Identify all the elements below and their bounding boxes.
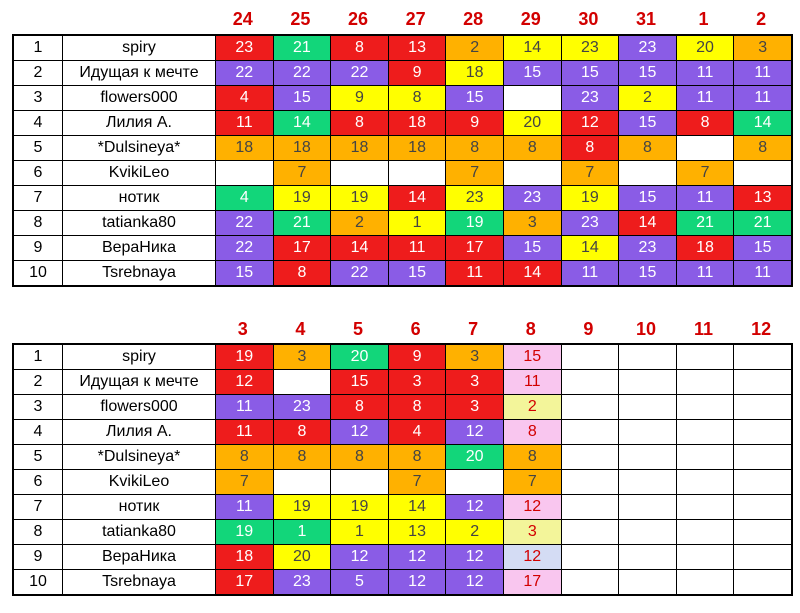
score-cell — [561, 570, 619, 596]
score-cell — [676, 136, 734, 161]
score-cell: 14 — [734, 111, 792, 136]
score-cell: 19 — [446, 211, 504, 236]
score-cell: 7 — [216, 470, 274, 495]
score-cell — [676, 420, 734, 445]
score-cell — [561, 495, 619, 520]
rank-number: 1 — [13, 35, 63, 61]
score-cell: 1 — [273, 520, 331, 545]
score-cell: 19 — [561, 186, 619, 211]
day-header-2 — [214, 318, 790, 340]
participant-name: spiry — [63, 35, 216, 61]
score-cell — [734, 370, 792, 395]
score-cell: 19 — [216, 344, 274, 370]
day-label: 5 — [352, 319, 363, 339]
score-cell — [619, 470, 677, 495]
score-cell: 14 — [388, 186, 446, 211]
score-cell: 3 — [446, 344, 504, 370]
score-cell: 8 — [503, 136, 561, 161]
score-cell — [619, 161, 677, 186]
score-cell: 18 — [446, 61, 504, 86]
score-cell: 15 — [503, 61, 561, 86]
score-cell — [273, 370, 331, 395]
score-cell: 11 — [446, 261, 504, 287]
score-cell: 18 — [273, 136, 331, 161]
score-cell: 8 — [388, 395, 446, 420]
rank-number: 9 — [13, 545, 63, 570]
score-cell: 21 — [676, 211, 734, 236]
score-cell: 8 — [273, 445, 331, 470]
participant-name: нотик — [63, 495, 216, 520]
participant-name: Идущая к мечте — [63, 370, 216, 395]
score-cell: 18 — [676, 236, 734, 261]
score-cell: 3 — [388, 370, 446, 395]
score-cell: 11 — [676, 186, 734, 211]
score-cell — [561, 344, 619, 370]
score-cell: 9 — [331, 86, 389, 111]
day-label: 29 — [520, 9, 541, 29]
score-cell: 4 — [216, 186, 274, 211]
score-cell: 13 — [388, 35, 446, 61]
table-row — [13, 111, 792, 136]
participant-name: KvikiLeo — [63, 161, 216, 186]
score-cell — [446, 470, 504, 495]
score-cell — [561, 395, 619, 420]
table-row — [13, 161, 792, 186]
participant-name: Идущая к мечте — [63, 61, 216, 86]
score-cell — [331, 470, 389, 495]
rank-number: 4 — [13, 420, 63, 445]
score-cell: 7 — [388, 470, 446, 495]
score-cell: 1 — [388, 211, 446, 236]
score-cell — [561, 520, 619, 545]
participant-name: flowers000 — [63, 86, 216, 111]
score-cell: 7 — [561, 161, 619, 186]
score-cell — [676, 395, 734, 420]
score-cell: 13 — [388, 520, 446, 545]
score-cell: 7 — [503, 470, 561, 495]
score-cell: 11 — [388, 236, 446, 261]
table-row — [13, 344, 792, 370]
participant-name: KvikiLeo — [63, 470, 216, 495]
score-cell: 9 — [388, 61, 446, 86]
rank-number: 5 — [13, 445, 63, 470]
score-cell: 17 — [503, 570, 561, 596]
score-cell: 8 — [619, 136, 677, 161]
score-cell: 2 — [446, 520, 504, 545]
score-cell — [734, 545, 792, 570]
score-cell: 17 — [273, 236, 331, 261]
score-cell: 11 — [676, 86, 734, 111]
score-cell: 23 — [619, 236, 677, 261]
score-cell — [619, 520, 677, 545]
score-cell: 8 — [331, 35, 389, 61]
score-cell: 8 — [388, 445, 446, 470]
score-cell: 12 — [446, 420, 504, 445]
score-cell — [331, 161, 389, 186]
score-cell: 12 — [216, 370, 274, 395]
participant-name: *Dulsineya* — [63, 445, 216, 470]
ranking-table-1 — [12, 34, 793, 287]
table-row — [13, 445, 792, 470]
score-cell: 11 — [216, 495, 274, 520]
rank-number: 5 — [13, 136, 63, 161]
day-label: 2 — [756, 9, 767, 29]
day-label: 1 — [698, 9, 709, 29]
day-label: 3 — [237, 319, 248, 339]
table-row — [13, 211, 792, 236]
score-cell: 5 — [331, 570, 389, 596]
score-cell: 20 — [503, 111, 561, 136]
score-cell: 12 — [503, 495, 561, 520]
score-cell: 4 — [388, 420, 446, 445]
score-cell — [734, 570, 792, 596]
score-cell: 19 — [273, 186, 331, 211]
score-cell: 11 — [503, 370, 561, 395]
score-cell: 15 — [619, 261, 677, 287]
score-cell: 7 — [273, 161, 331, 186]
score-cell: 23 — [273, 570, 331, 596]
rank-number: 3 — [13, 395, 63, 420]
score-cell — [619, 570, 677, 596]
score-cell: 14 — [561, 236, 619, 261]
rank-number: 8 — [13, 520, 63, 545]
rank-number: 8 — [13, 211, 63, 236]
table-row — [13, 186, 792, 211]
score-cell: 4 — [216, 86, 274, 111]
score-cell: 21 — [273, 35, 331, 61]
score-cell: 11 — [734, 261, 792, 287]
score-cell: 22 — [273, 61, 331, 86]
participant-name: ВераНика — [63, 236, 216, 261]
score-cell — [734, 445, 792, 470]
score-cell: 12 — [446, 545, 504, 570]
score-cell: 22 — [216, 211, 274, 236]
score-cell: 8 — [273, 420, 331, 445]
score-cell: 22 — [216, 236, 274, 261]
day-label: 26 — [347, 9, 368, 29]
table-row — [13, 495, 792, 520]
score-cell — [734, 344, 792, 370]
day-label: 8 — [525, 319, 536, 339]
score-cell: 23 — [561, 211, 619, 236]
score-cell: 3 — [273, 344, 331, 370]
score-cell: 11 — [216, 111, 274, 136]
day-label: 10 — [635, 319, 656, 339]
participant-name: Лилия А. — [63, 111, 216, 136]
rank-number: 1 — [13, 344, 63, 370]
day-label: 25 — [290, 9, 311, 29]
rank-number: 7 — [13, 495, 63, 520]
score-cell: 20 — [446, 445, 504, 470]
score-cell: 12 — [446, 495, 504, 520]
day-label: 7 — [468, 319, 479, 339]
score-cell: 11 — [676, 61, 734, 86]
score-cell: 11 — [676, 261, 734, 287]
score-cell: 23 — [619, 35, 677, 61]
table-row — [13, 570, 792, 596]
score-cell: 14 — [503, 35, 561, 61]
table-row — [13, 545, 792, 570]
rank-number: 3 — [13, 86, 63, 111]
day-label: 27 — [405, 9, 426, 29]
table-row — [13, 395, 792, 420]
score-cell: 9 — [446, 111, 504, 136]
score-cell: 11 — [561, 261, 619, 287]
score-cell — [734, 495, 792, 520]
score-cell: 18 — [216, 136, 274, 161]
score-cell: 22 — [216, 61, 274, 86]
score-cell: 14 — [503, 261, 561, 287]
participant-name: Tsrebnaya — [63, 261, 216, 287]
score-cell: 8 — [503, 445, 561, 470]
score-cell: 22 — [331, 61, 389, 86]
score-cell: 8 — [273, 261, 331, 287]
score-cell — [619, 395, 677, 420]
table-row — [13, 136, 792, 161]
score-cell: 14 — [331, 236, 389, 261]
score-cell: 23 — [216, 35, 274, 61]
score-cell — [619, 344, 677, 370]
score-cell: 7 — [676, 161, 734, 186]
rank-number: 9 — [13, 236, 63, 261]
score-cell: 2 — [619, 86, 677, 111]
score-cell: 12 — [388, 545, 446, 570]
rank-number: 4 — [13, 111, 63, 136]
score-cell: 8 — [331, 445, 389, 470]
score-cell: 18 — [388, 136, 446, 161]
score-cell: 15 — [619, 111, 677, 136]
day-label: 31 — [635, 9, 656, 29]
participant-name: ВераНика — [63, 545, 216, 570]
score-cell: 3 — [446, 395, 504, 420]
rank-number: 10 — [13, 570, 63, 596]
participant-name: flowers000 — [63, 395, 216, 420]
score-cell — [619, 420, 677, 445]
score-cell: 3 — [446, 370, 504, 395]
score-cell: 11 — [216, 395, 274, 420]
score-cell: 21 — [734, 211, 792, 236]
score-cell: 17 — [216, 570, 274, 596]
participant-name: Tsrebnaya — [63, 570, 216, 596]
score-cell — [619, 545, 677, 570]
score-cell — [734, 470, 792, 495]
day-label: 4 — [295, 319, 306, 339]
score-cell: 3 — [503, 520, 561, 545]
score-cell: 1 — [331, 520, 389, 545]
score-cell — [676, 344, 734, 370]
score-cell: 21 — [273, 211, 331, 236]
score-cell: 20 — [331, 344, 389, 370]
score-cell: 3 — [734, 35, 792, 61]
table-row — [13, 420, 792, 445]
score-cell: 8 — [446, 136, 504, 161]
score-cell — [676, 370, 734, 395]
table-row — [13, 86, 792, 111]
day-label: 9 — [583, 319, 594, 339]
score-cell: 2 — [503, 395, 561, 420]
score-cell — [561, 545, 619, 570]
score-cell: 15 — [216, 261, 274, 287]
score-cell — [676, 570, 734, 596]
score-cell: 19 — [331, 495, 389, 520]
score-cell: 23 — [273, 395, 331, 420]
score-cell — [503, 86, 561, 111]
participant-name: spiry — [63, 344, 216, 370]
table-row — [13, 520, 792, 545]
day-label: 11 — [694, 319, 714, 339]
score-cell: 19 — [216, 520, 274, 545]
score-cell: 15 — [619, 186, 677, 211]
score-cell: 8 — [216, 445, 274, 470]
score-cell: 23 — [446, 186, 504, 211]
score-cell — [388, 161, 446, 186]
score-cell: 2 — [446, 35, 504, 61]
score-cell — [676, 495, 734, 520]
day-label: 28 — [463, 9, 484, 29]
rank-number: 2 — [13, 61, 63, 86]
participant-name: нотик — [63, 186, 216, 211]
score-cell: 12 — [331, 545, 389, 570]
score-cell: 8 — [388, 86, 446, 111]
participant-name: tatianka80 — [63, 520, 216, 545]
participant-name: Лилия А. — [63, 420, 216, 445]
score-cell — [676, 445, 734, 470]
score-cell: 19 — [273, 495, 331, 520]
score-cell — [619, 370, 677, 395]
score-cell: 23 — [561, 86, 619, 111]
day-label: 24 — [232, 9, 253, 29]
score-cell: 15 — [388, 261, 446, 287]
score-cell — [676, 520, 734, 545]
score-cell: 22 — [331, 261, 389, 287]
score-cell — [561, 445, 619, 470]
score-cell — [619, 445, 677, 470]
score-cell — [561, 470, 619, 495]
rank-number: 6 — [13, 161, 63, 186]
day-label: 6 — [410, 319, 421, 339]
score-cell: 15 — [561, 61, 619, 86]
table-row — [13, 35, 792, 61]
day-header-1 — [214, 8, 790, 30]
rank-number: 2 — [13, 370, 63, 395]
score-cell: 19 — [331, 186, 389, 211]
score-cell — [216, 161, 274, 186]
score-cell — [561, 370, 619, 395]
score-cell: 15 — [446, 86, 504, 111]
score-cell: 17 — [446, 236, 504, 261]
table-row — [13, 261, 792, 287]
score-cell: 15 — [331, 370, 389, 395]
score-cell: 23 — [561, 35, 619, 61]
score-cell: 11 — [216, 420, 274, 445]
score-cell: 20 — [273, 545, 331, 570]
score-cell: 8 — [676, 111, 734, 136]
table-row — [13, 61, 792, 86]
score-cell: 11 — [734, 86, 792, 111]
score-cell: 8 — [734, 136, 792, 161]
score-cell — [734, 161, 792, 186]
score-cell: 13 — [734, 186, 792, 211]
score-cell — [734, 520, 792, 545]
score-cell: 12 — [561, 111, 619, 136]
score-cell: 15 — [734, 236, 792, 261]
score-cell: 15 — [273, 86, 331, 111]
rank-number: 6 — [13, 470, 63, 495]
score-cell: 12 — [446, 570, 504, 596]
score-cell: 20 — [676, 35, 734, 61]
score-cell — [676, 545, 734, 570]
score-cell — [619, 495, 677, 520]
participant-name: *Dulsineya* — [63, 136, 216, 161]
score-cell: 12 — [331, 420, 389, 445]
score-cell: 14 — [388, 495, 446, 520]
score-cell: 8 — [331, 111, 389, 136]
ranking-table-2 — [12, 343, 793, 596]
rank-number: 7 — [13, 186, 63, 211]
score-cell: 3 — [503, 211, 561, 236]
score-cell: 8 — [331, 395, 389, 420]
table-row — [13, 236, 792, 261]
score-cell: 9 — [388, 344, 446, 370]
score-cell: 14 — [619, 211, 677, 236]
score-cell: 18 — [216, 545, 274, 570]
participant-name: tatianka80 — [63, 211, 216, 236]
score-cell — [734, 395, 792, 420]
score-cell: 8 — [561, 136, 619, 161]
table-row — [13, 470, 792, 495]
score-cell: 18 — [331, 136, 389, 161]
score-cell — [561, 420, 619, 445]
score-cell: 15 — [503, 236, 561, 261]
score-cell: 18 — [388, 111, 446, 136]
day-label: 12 — [751, 319, 772, 339]
score-cell — [273, 470, 331, 495]
score-cell — [734, 420, 792, 445]
score-cell — [503, 161, 561, 186]
score-cell: 12 — [388, 570, 446, 596]
score-cell: 15 — [619, 61, 677, 86]
score-cell: 15 — [503, 344, 561, 370]
score-cell — [676, 470, 734, 495]
score-cell: 2 — [331, 211, 389, 236]
day-label: 30 — [578, 9, 599, 29]
score-cell: 11 — [734, 61, 792, 86]
score-cell: 23 — [503, 186, 561, 211]
score-cell: 8 — [503, 420, 561, 445]
table-row — [13, 370, 792, 395]
score-cell: 7 — [446, 161, 504, 186]
score-cell: 14 — [273, 111, 331, 136]
score-cell: 12 — [503, 545, 561, 570]
rank-number: 10 — [13, 261, 63, 287]
